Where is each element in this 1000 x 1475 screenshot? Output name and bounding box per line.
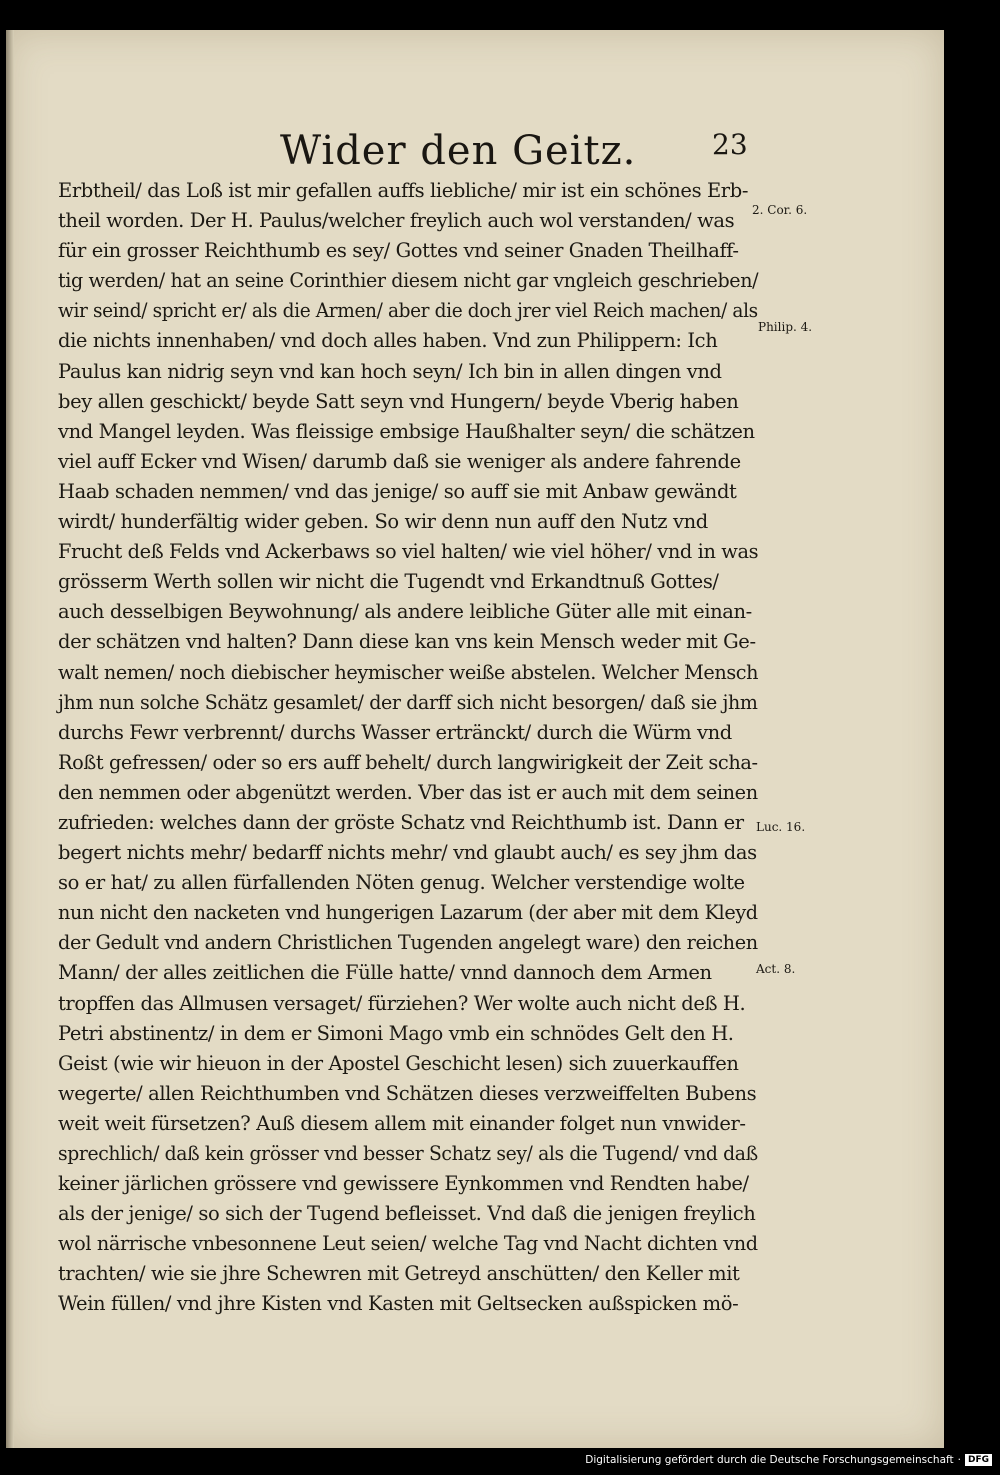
text-line: Erbtheil/ das Loß ist mir gefallen auffs liebliche/ mir ist ein schönes Erb- bbox=[58, 179, 749, 202]
marginal-note-phil: Philip. 4. bbox=[758, 320, 813, 334]
footer-text: Digitalisierung gefördert durch die Deutsche Forschungsgemeinschaft bbox=[585, 1454, 954, 1466]
text-line: so er hat/ zu allen fürfallenden Nöten genug. Welcher verstendige wolte bbox=[58, 871, 745, 895]
marginal-note-act: Act. 8. bbox=[756, 962, 796, 976]
text-line: Geist (wie wir hieuon in der Apostel Geschicht lesen) sich zuuerkauffen bbox=[58, 1051, 739, 1075]
text-line: sprechlich/ daß kein grösser vnd besser Schatz sey/ als die Tugend/ vnd daß bbox=[58, 1142, 758, 1165]
text-line: wirdt/ hunderfältig wider geben. So wir denn nun auff den Nutz vnd bbox=[58, 510, 708, 534]
text-line: grösserm Werth sollen wir nicht die Tugendt vnd Erkandtnuß Gottes/ bbox=[58, 570, 719, 594]
text-line: für ein grosser Reichthumb es sey/ Gottes vnd seiner Gnaden Theilhaff- bbox=[58, 239, 739, 263]
text-line: die nichts innenhaben/ vnd doch alles haben. Vnd zun Philippern: Ich bbox=[58, 329, 718, 353]
text-line: theil worden. Der H. Paulus/welcher freylich auch wol verstanden/ was bbox=[58, 209, 735, 233]
text-line: trachten/ wie sie jhre Schewren mit Getreyd anschütten/ den Keller mit bbox=[58, 1262, 740, 1286]
separator-dot: · bbox=[957, 1454, 961, 1466]
dfg-logo: DFG bbox=[965, 1454, 992, 1466]
text-line: nun nicht den nacketen vnd hungerigen Lazarum (der aber mit dem Kleyd bbox=[58, 901, 758, 925]
text-line: wir seind/ spricht er/ als die Armen/ aber die doch jrer viel Reich machen/ als bbox=[58, 299, 758, 323]
text-line: wegerte/ allen Reichthumben vnd Schätzen dieses verzweiffelten Bubens bbox=[58, 1081, 757, 1105]
text-line: wol närrische vnbesonnene Leut seien/ welche Tag vnd Nacht dichten vnd bbox=[58, 1232, 758, 1256]
text-line: jhm nun solche Schätz gesamlet/ der darff sich nicht besorgen/ daß sie jhm bbox=[58, 690, 758, 714]
text-line: zufrieden: welches dann der gröste Schatz vnd Reichthumb ist. Dann er bbox=[58, 810, 744, 834]
text-line: weit weit fürsetzen? Auß diesem allem mit einander folget nun vnwider- bbox=[58, 1111, 746, 1135]
running-header: Wider den Geitz. bbox=[280, 128, 637, 174]
text-line: der schätzen vnd halten? Dann diese kan vns kein Mensch weder mit Ge- bbox=[58, 630, 756, 654]
text-line: Mann/ der alles zeitlichen die Fülle hatte/ vnnd dannoch dem Armen bbox=[58, 961, 712, 985]
text-line: Wein füllen/ vnd jhre Kisten vnd Kasten mit Geltsecken außspicken mö- bbox=[58, 1292, 739, 1316]
text-line: tig werden/ hat an seine Corinthier diesem nicht gar vngleich geschrieben/ bbox=[58, 269, 759, 293]
body-text bbox=[58, 176, 758, 1320]
text-line: walt nemen/ noch diebischer heymischer weiße abstelen. Welcher Mensch bbox=[58, 660, 759, 684]
text-line: als der jenige/ so sich der Tugend befleisset. Vnd daß die jenigen freylich bbox=[58, 1202, 756, 1226]
text-line: den nemmen oder abgenützt werden. Vber das ist er auch mit dem seinen bbox=[58, 780, 758, 804]
text-line: begert nichts mehr/ bedarff nichts mehr/ vnd glaubt auch/ es sey jhm das bbox=[58, 841, 757, 865]
text-line: durchs Fewr verbrennt/ durchs Wasser ertränckt/ durch die Würm vnd bbox=[58, 720, 732, 744]
text-line: bey allen geschickt/ beyde Satt seyn vnd Hungern/ beyde Vberig haben bbox=[58, 389, 739, 413]
text-line: viel auff Ecker vnd Wisen/ darumb daß sie weniger als andere fahrende bbox=[58, 449, 741, 473]
text-line: vnd Mangel leyden. Was fleissige embsige Haußhalter seyn/ die schätzen bbox=[58, 419, 755, 443]
text-line: Haab schaden nemmen/ vnd das jenige/ so auff sie mit Anbaw gewändt bbox=[58, 479, 737, 503]
marginal-note-cor: 2. Cor. 6. bbox=[752, 203, 808, 217]
page-edge bbox=[6, 30, 14, 1448]
marginal-note-luc: Luc. 16. bbox=[756, 820, 806, 834]
text-line: Petri abstinentz/ in dem er Simoni Mago vmb ein schnödes Gelt den H. bbox=[58, 1021, 734, 1045]
text-line: auch desselbigen Beywohnung/ als andere leibliche Güter alle mit einan- bbox=[58, 600, 752, 624]
text-line: tropffen das Allmusen versaget/ fürziehen? Wer wolte auch nicht deß H. bbox=[58, 991, 746, 1015]
text-line: Frucht deß Felds vnd Ackerbaws so viel halten/ wie viel höher/ vnd in was bbox=[58, 540, 759, 564]
text-line: keiner järlichen grössere vnd gewissere Eynkommen vnd Rendten habe/ bbox=[58, 1172, 749, 1196]
text-line: der Gedult vnd andern Christlichen Tugenden angelegt ware) den reichen bbox=[58, 931, 758, 955]
page-number: 23 bbox=[712, 128, 748, 161]
text-line: Roßt gefressen/ oder so ers auff behelt/ durch langwirigkeit der Zeit scha- bbox=[58, 750, 758, 774]
digitization-footer bbox=[585, 1454, 992, 1466]
text-line: Paulus kan nidrig seyn vnd kan hoch seyn/ Ich bin in allen dingen vnd bbox=[58, 359, 722, 383]
